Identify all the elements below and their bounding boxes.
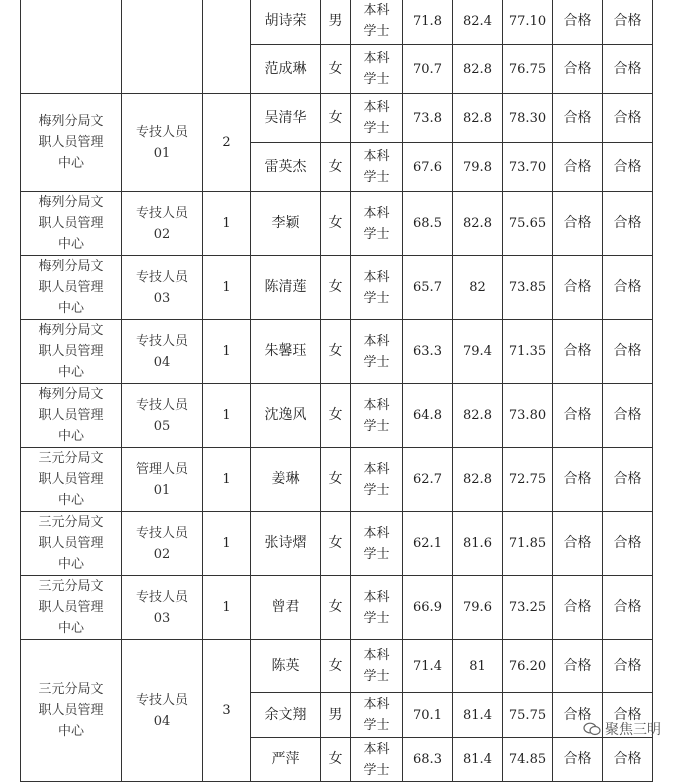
degree-cell: 本科 学士 (351, 693, 403, 738)
written-score-cell: 71.8 (403, 0, 453, 45)
unit-cell: 三元分局文 职人员管理 中心 (21, 640, 122, 782)
gender-cell: 女 (321, 384, 351, 448)
name-cell: 张诗熠 (251, 512, 321, 576)
name-cell: 沈逸风 (251, 384, 321, 448)
written-score-cell: 68.3 (403, 738, 453, 782)
position-cell: 专技人员 02 (122, 512, 203, 576)
position-cell: 专技人员 05 (122, 384, 203, 448)
total-score-cell: 73.85 (503, 256, 553, 320)
degree-cell: 本科 学士 (351, 45, 403, 94)
interview-score-cell: 82 (453, 256, 503, 320)
total-score-cell: 77.10 (503, 0, 553, 45)
name-cell: 朱馨珏 (251, 320, 321, 384)
written-score-cell: 70.7 (403, 45, 453, 94)
interview-score-cell: 82.8 (453, 384, 503, 448)
degree-cell: 本科 学士 (351, 576, 403, 640)
check-result-cell: 合格 (603, 512, 653, 576)
name-cell: 严萍 (251, 738, 321, 782)
check-result-cell: 合格 (603, 45, 653, 94)
table-row (21, 512, 653, 576)
written-score-cell: 62.7 (403, 448, 453, 512)
degree-cell: 本科 学士 (351, 512, 403, 576)
degree-cell: 本科 学士 (351, 738, 403, 782)
degree-cell: 本科 学士 (351, 384, 403, 448)
exam-result-cell: 合格 (553, 576, 603, 640)
unit-cell (21, 0, 122, 94)
watermark (583, 719, 661, 739)
exam-result-cell: 合格 (553, 94, 603, 143)
check-result-cell: 合格 (603, 256, 653, 320)
gender-cell: 女 (321, 45, 351, 94)
gender-cell: 女 (321, 512, 351, 576)
name-cell: 雷英杰 (251, 143, 321, 192)
written-score-cell: 66.9 (403, 576, 453, 640)
exam-result-cell: 合格 (553, 693, 603, 738)
interview-score-cell: 79.8 (453, 143, 503, 192)
position-cell: 管理人员 01 (122, 448, 203, 512)
degree-cell: 本科 学士 (351, 192, 403, 256)
check-result-cell: 合格 (603, 320, 653, 384)
interview-score-cell: 82.8 (453, 448, 503, 512)
written-score-cell: 62.1 (403, 512, 453, 576)
quota-cell: 1 (203, 320, 251, 384)
table-row (21, 0, 653, 45)
written-score-cell: 65.7 (403, 256, 453, 320)
total-score-cell: 71.35 (503, 320, 553, 384)
check-result-cell: 合格 (603, 640, 653, 693)
written-score-cell: 67.6 (403, 143, 453, 192)
written-score-cell: 73.8 (403, 94, 453, 143)
exam-result-cell: 合格 (553, 512, 603, 576)
check-result-cell: 合格 (603, 0, 653, 45)
table-row (21, 256, 653, 320)
table-row (21, 320, 653, 384)
total-score-cell: 76.20 (503, 640, 553, 693)
total-score-cell: 75.65 (503, 192, 553, 256)
name-cell: 胡诗荣 (251, 0, 321, 45)
quota-cell: 1 (203, 256, 251, 320)
exam-result-cell: 合格 (553, 45, 603, 94)
total-score-cell: 71.85 (503, 512, 553, 576)
name-cell: 吴清华 (251, 94, 321, 143)
written-score-cell: 70.1 (403, 693, 453, 738)
quota-cell: 1 (203, 448, 251, 512)
unit-cell: 梅列分局文 职人员管理 中心 (21, 192, 122, 256)
name-cell: 李颖 (251, 192, 321, 256)
gender-cell: 女 (321, 192, 351, 256)
name-cell: 陈英 (251, 640, 321, 693)
gender-cell: 男 (321, 0, 351, 45)
unit-cell: 梅列分局文 职人员管理 中心 (21, 256, 122, 320)
degree-cell: 本科 学士 (351, 320, 403, 384)
gender-cell: 女 (321, 256, 351, 320)
gender-cell: 男 (321, 693, 351, 738)
interview-score-cell: 81.4 (453, 738, 503, 782)
position-cell: 专技人员 03 (122, 576, 203, 640)
interview-score-cell: 81.4 (453, 693, 503, 738)
table-row (21, 384, 653, 448)
name-cell: 余文翔 (251, 693, 321, 738)
quota-cell: 1 (203, 192, 251, 256)
unit-cell: 梅列分局文 职人员管理 中心 (21, 94, 122, 192)
degree-cell: 本科 学士 (351, 448, 403, 512)
quota-cell: 1 (203, 512, 251, 576)
exam-result-cell: 合格 (553, 384, 603, 448)
exam-result-cell: 合格 (553, 256, 603, 320)
name-cell: 曾君 (251, 576, 321, 640)
total-score-cell: 76.75 (503, 45, 553, 94)
name-cell: 范成琳 (251, 45, 321, 94)
check-result-cell: 合格 (603, 576, 653, 640)
interview-score-cell: 82.8 (453, 94, 503, 143)
total-score-cell: 75.75 (503, 693, 553, 738)
quota-cell: 3 (203, 640, 251, 782)
position-cell: 专技人员 02 (122, 192, 203, 256)
position-cell (122, 0, 203, 94)
exam-result-cell: 合格 (553, 640, 603, 693)
table-row (21, 192, 653, 256)
total-score-cell: 73.80 (503, 384, 553, 448)
position-cell: 专技人员 04 (122, 320, 203, 384)
degree-cell: 本科 学士 (351, 640, 403, 693)
table-row (21, 448, 653, 512)
interview-score-cell: 82.8 (453, 45, 503, 94)
interview-score-cell: 82.8 (453, 192, 503, 256)
check-result-cell: 合格 (603, 143, 653, 192)
quota-cell: 1 (203, 384, 251, 448)
exam-result-cell: 合格 (553, 738, 603, 782)
written-score-cell: 63.3 (403, 320, 453, 384)
gender-cell: 女 (321, 143, 351, 192)
position-cell: 专技人员 03 (122, 256, 203, 320)
table-row (21, 640, 653, 693)
degree-cell: 本科 学士 (351, 94, 403, 143)
position-cell: 专技人员 01 (122, 94, 203, 192)
watermark-text: 聚焦三明 (605, 722, 661, 738)
wechat-icon (583, 722, 601, 736)
interview-score-cell: 82.4 (453, 0, 503, 45)
interview-score-cell: 81 (453, 640, 503, 693)
degree-cell: 本科 学士 (351, 143, 403, 192)
degree-cell: 本科 学士 (351, 0, 403, 45)
gender-cell: 女 (321, 738, 351, 782)
check-result-cell: 合格 (603, 94, 653, 143)
total-score-cell: 73.25 (503, 576, 553, 640)
gender-cell: 女 (321, 94, 351, 143)
unit-cell: 三元分局文 职人员管理 中心 (21, 576, 122, 640)
check-result-cell: 合格 (603, 738, 653, 782)
table-row (21, 94, 653, 143)
degree-cell: 本科 学士 (351, 256, 403, 320)
name-cell: 姜琳 (251, 448, 321, 512)
name-cell: 陈清莲 (251, 256, 321, 320)
unit-cell: 梅列分局文 职人员管理 中心 (21, 320, 122, 384)
exam-result-cell: 合格 (553, 192, 603, 256)
total-score-cell: 73.70 (503, 143, 553, 192)
position-cell: 专技人员 04 (122, 640, 203, 782)
unit-cell: 三元分局文 职人员管理 中心 (21, 448, 122, 512)
gender-cell: 女 (321, 320, 351, 384)
exam-result-cell: 合格 (553, 143, 603, 192)
unit-cell: 三元分局文 职人员管理 中心 (21, 512, 122, 576)
results-table (20, 0, 653, 782)
written-score-cell: 71.4 (403, 640, 453, 693)
written-score-cell: 68.5 (403, 192, 453, 256)
check-result-cell: 合格 (603, 693, 653, 738)
quota-cell (203, 0, 251, 94)
written-score-cell: 64.8 (403, 384, 453, 448)
table-row (21, 576, 653, 640)
check-result-cell: 合格 (603, 448, 653, 512)
unit-cell: 梅列分局文 职人员管理 中心 (21, 384, 122, 448)
exam-result-cell: 合格 (553, 448, 603, 512)
interview-score-cell: 79.4 (453, 320, 503, 384)
gender-cell: 女 (321, 448, 351, 512)
interview-score-cell: 79.6 (453, 576, 503, 640)
exam-result-cell: 合格 (553, 0, 603, 45)
quota-cell: 2 (203, 94, 251, 192)
total-score-cell: 78.30 (503, 94, 553, 143)
total-score-cell: 74.85 (503, 738, 553, 782)
gender-cell: 女 (321, 640, 351, 693)
exam-result-cell: 合格 (553, 320, 603, 384)
total-score-cell: 72.75 (503, 448, 553, 512)
quota-cell: 1 (203, 576, 251, 640)
check-result-cell: 合格 (603, 384, 653, 448)
gender-cell: 女 (321, 576, 351, 640)
check-result-cell: 合格 (603, 192, 653, 256)
interview-score-cell: 81.6 (453, 512, 503, 576)
